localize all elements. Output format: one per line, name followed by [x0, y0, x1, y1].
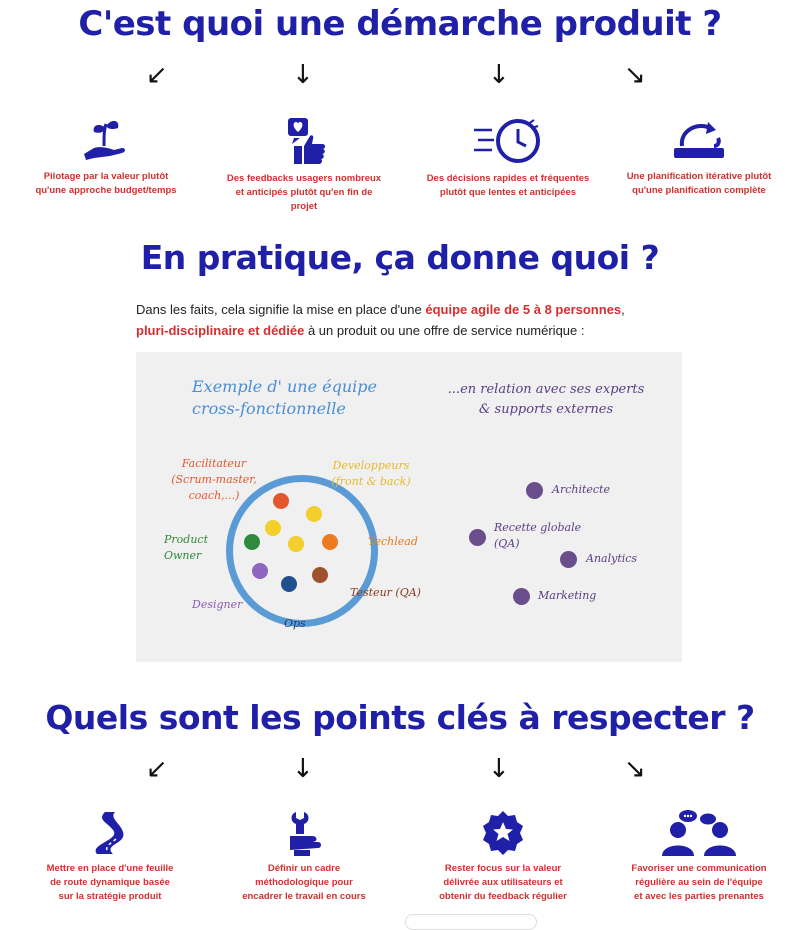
feature-methodology-framework	[214, 810, 394, 903]
arrow-down-left-icon: ↙	[146, 60, 168, 90]
section1-title: C'est quoi une démarche produit ?	[78, 4, 722, 44]
designer-dot	[252, 563, 268, 579]
expert-label-line: (QA)	[494, 536, 520, 550]
section3-title: Quels sont les points clés à respecter ?	[45, 698, 755, 737]
developer-dot	[306, 506, 322, 522]
feature-text-line: Des décisions rapides et fréquentes	[426, 173, 590, 184]
feature-text-line: qu'une planification complète	[632, 184, 766, 196]
developer-dot	[288, 536, 304, 552]
intro-highlight-team: équipe agile de 5 à 8 personnes	[425, 302, 622, 317]
developer-dot	[265, 520, 281, 536]
arrow-down-icon: ↓	[292, 60, 314, 90]
expert-label-line: Marketing	[538, 589, 597, 602]
people-chat-icon	[658, 810, 740, 856]
feature-text-line: et avec les parties prenantes	[634, 890, 764, 902]
feature-fast-decisions	[410, 116, 606, 200]
bottom-edge-box	[405, 914, 537, 930]
role-label-line: (Scrum-master,	[171, 472, 257, 486]
expert-label-marketing	[538, 589, 596, 602]
feature-text-line: Définir un cadre	[267, 863, 341, 874]
diagram-title-line: Exemple d' une équipe	[192, 377, 377, 396]
feature-text-line: de route dynamique basée	[50, 876, 170, 888]
intro-text: Dans les faits, cela signifie la mise en place d'une	[136, 302, 426, 317]
expert-label-line: Architecte	[552, 483, 610, 496]
feature-text-line: qu'une approche budget/temps	[35, 184, 177, 196]
diagram-title-line: & supports externes	[478, 401, 614, 417]
feature-text-line: encadrer le travail en cours	[242, 890, 366, 902]
role-label-product-owner	[164, 532, 208, 564]
role-label-ops	[284, 617, 306, 630]
diagram-title-line: cross-fonctionnelle	[192, 398, 346, 418]
feature-text-line: Pilotage par la valeur plutôt	[43, 171, 169, 182]
expert-label-analytics	[586, 552, 637, 565]
thumbs-up-heart-icon	[278, 116, 330, 166]
role-label-line: Ops	[284, 617, 306, 630]
feature-iterative-planning	[606, 116, 792, 198]
tester-dot	[312, 567, 328, 583]
expert-label-line: Analytics	[586, 552, 638, 565]
feature-text-line: Mettre en place d'une feuille	[46, 863, 174, 874]
marketing-dot	[513, 588, 530, 605]
arrow-down-icon: ↓	[488, 754, 510, 784]
role-label-tester	[350, 586, 421, 599]
techlead-dot	[322, 534, 338, 550]
role-label-line: Owner	[164, 548, 202, 562]
expert-label-line: Recette globale	[494, 521, 582, 534]
ops-dot	[281, 576, 297, 592]
feature-text-line: plutôt que lentes et anticipées	[439, 186, 577, 198]
fast-clock-icon	[472, 116, 544, 166]
role-label-line: Product	[164, 533, 208, 546]
role-label-techlead	[368, 535, 418, 548]
role-label-developers	[316, 458, 426, 490]
diagram-left-title	[192, 376, 377, 419]
arrow-down-left-icon: ↙	[146, 754, 168, 784]
arrow-down-icon: ↓	[292, 754, 314, 784]
role-label-line: Facilitateur	[181, 457, 247, 470]
expert-label-architect	[552, 483, 610, 496]
diagram-right-title	[446, 380, 646, 419]
architect-dot	[526, 482, 543, 499]
star-badge-icon	[480, 810, 526, 856]
global-qa-dot	[469, 529, 486, 546]
expert-label-global-qa	[494, 520, 581, 552]
feature-text-line: et anticipés plutôt qu'en fin de	[235, 186, 373, 198]
feature-user-value-focus	[410, 810, 596, 903]
feature-text-line: délivrée aux utilisateurs et	[443, 876, 563, 888]
feature-communication	[604, 810, 794, 903]
arrow-down-icon: ↓	[488, 60, 510, 90]
facilitator-dot	[273, 493, 289, 509]
feature-text-line: obtenir du feedback régulier	[439, 890, 567, 902]
role-label-line: Designer	[192, 598, 243, 611]
team-diagram	[136, 352, 682, 662]
winding-road-icon	[87, 810, 133, 856]
intro-text: ,	[621, 302, 625, 317]
role-label-line: Testeur (QA)	[350, 586, 421, 599]
wrench-hand-icon	[284, 810, 324, 856]
feature-text-line: sur la stratégie produit	[58, 890, 162, 902]
role-label-facilitator	[154, 456, 274, 504]
role-label-line: Developpeurs	[332, 459, 410, 472]
analytics-dot	[560, 551, 577, 568]
intro-paragraph	[136, 300, 696, 342]
intro-highlight-dedicated: pluri-disciplinaire et dédiée	[136, 322, 305, 338]
feature-user-feedback	[206, 116, 402, 213]
feature-text-line: projet	[290, 200, 318, 212]
intro-text: à un produit ou une offre de service numérique :	[304, 322, 585, 338]
plant-hand-icon	[80, 116, 132, 164]
feature-dynamic-roadmap	[20, 810, 200, 903]
feature-text-line: Favoriser une communication	[631, 863, 767, 874]
feature-value-steering	[16, 116, 196, 198]
product-owner-dot	[244, 534, 260, 550]
iterative-cycle-icon	[668, 116, 730, 164]
role-label-designer	[192, 598, 242, 611]
role-label-line: Techlead	[368, 535, 418, 548]
arrow-down-right-icon: ↘	[624, 754, 646, 784]
role-label-line: coach,...)	[188, 488, 240, 502]
arrow-down-right-icon: ↘	[624, 60, 646, 90]
feature-text-line: méthodologique pour	[255, 876, 353, 888]
section2-title: En pratique, ça donne quoi ?	[140, 238, 660, 277]
role-label-line: (front & back)	[331, 474, 411, 488]
feature-text-line: régulière au sein de l'équipe	[635, 876, 763, 888]
diagram-title-line: ...en relation avec ses experts	[447, 382, 645, 397]
feature-text-line: Des feedbacks usagers nombreux	[226, 173, 382, 184]
feature-text-line: Une planification itérative plutôt	[626, 171, 772, 182]
feature-text-line: Rester focus sur la valeur	[444, 863, 562, 874]
